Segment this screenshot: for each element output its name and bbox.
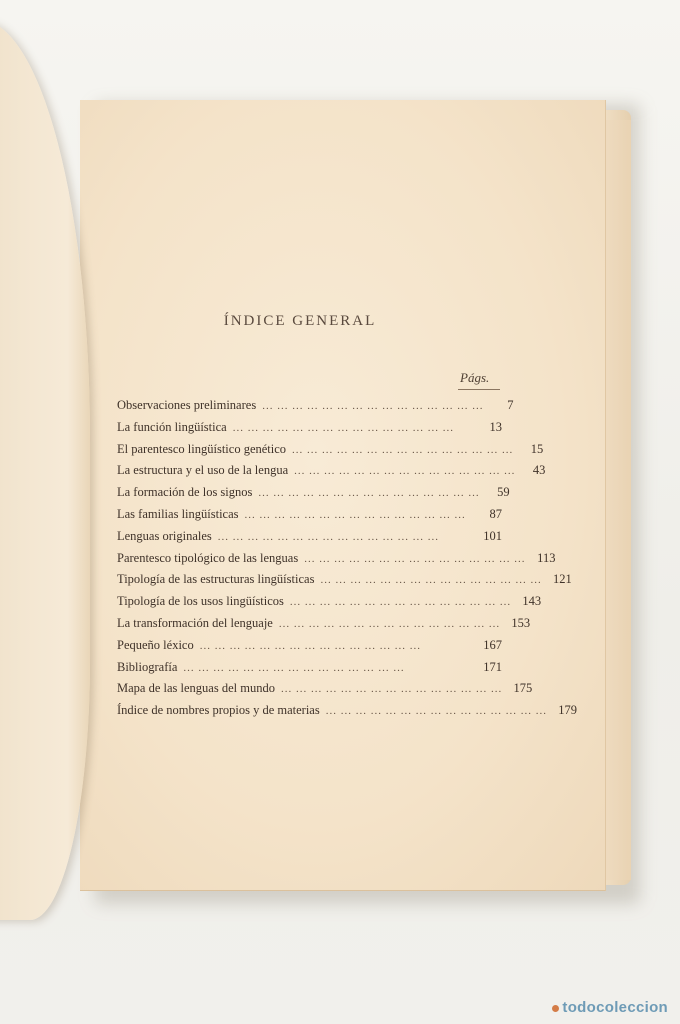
toc-entry xyxy=(117,594,542,616)
table-of-contents xyxy=(117,398,577,725)
page-title: ÍNDICE GENERAL xyxy=(223,313,377,329)
toc-entry-page: 143 xyxy=(522,594,542,609)
toc-entry-page: 15 xyxy=(530,441,544,456)
toc-entry xyxy=(117,529,502,551)
toc-entry-page: 179 xyxy=(558,703,577,718)
toc-entry-leader: ... ... ... ... ... ... ... ... ... ... ... ... ... ... ... xyxy=(217,530,440,543)
toc-entry-label: Mapa de las lenguas del mundo xyxy=(117,681,275,696)
toc-entry-page: 7 xyxy=(507,398,514,412)
toc-entry-leader: ... ... ... ... ... ... ... ... ... ... ... ... ... ... ... xyxy=(199,639,421,652)
toc-entry-leader: ... ... ... ... ... ... ... ... ... ... ... ... ... ... ... xyxy=(262,400,484,412)
toc-entry-label: El parentesco lingüístico genético xyxy=(117,441,287,456)
toc-entry-page: 59 xyxy=(497,485,510,500)
toc-entry-label: Lenguas originales xyxy=(117,528,212,543)
toc-entry-page: 101 xyxy=(483,528,502,543)
toc-entry-label: La formación de los signos xyxy=(117,485,253,500)
toc-entry xyxy=(117,398,514,420)
toc-entry-page: 167 xyxy=(483,637,502,652)
toc-entry xyxy=(117,572,572,594)
pages-header-rule xyxy=(458,389,500,390)
toc-entry-label: Bibliografía xyxy=(117,659,178,674)
toc-entry xyxy=(117,420,502,442)
toc-entry xyxy=(117,485,510,507)
toc-entry-leader: ... ... ... ... ... ... ... ... ... ... ... ... ... ... ... xyxy=(278,617,501,630)
toc-entry-page: 175 xyxy=(513,681,533,696)
toc-entry-leader: ... ... ... ... ... ... ... ... ... ... ... ... ... ... ... xyxy=(244,508,466,521)
toc-entry xyxy=(117,660,502,682)
toc-entry-leader: ... ... ... ... ... ... ... ... ... ... ... ... ... ... ... xyxy=(294,465,516,478)
toc-entry-label: Observaciones preliminares xyxy=(117,398,257,412)
toc-entry-page: 13 xyxy=(489,419,502,434)
toc-entry-leader: ... ... ... ... ... ... ... ... ... ... ... ... ... ... ... xyxy=(280,683,503,696)
toc-entry-leader: ... ... ... ... ... ... ... ... ... ... ... ... ... ... ... xyxy=(304,552,526,565)
toc-entry-label: La estructura y el uso de la lengua xyxy=(117,463,289,478)
toc-entry-page: 153 xyxy=(511,615,531,630)
toc-entry xyxy=(117,681,533,703)
toc-entry-leader: ... ... ... ... ... ... ... ... ... ... ... ... ... ... ... xyxy=(258,487,480,500)
toc-entry-label: Tipología de las estructuras lingüísticas xyxy=(117,572,315,587)
toc-entry-leader: ... ... ... ... ... ... ... ... ... ... ... ... ... ... ... xyxy=(183,661,405,674)
toc-entry-label: Índice de nombres propios y de materias xyxy=(117,703,320,718)
toc-entry-leader: ... ... ... ... ... ... ... ... ... ... ... ... ... ... ... xyxy=(292,443,514,456)
watermark-dot-icon xyxy=(552,1005,559,1012)
toc-entry-page: 43 xyxy=(532,463,546,478)
toc-entry-label: La función lingüística xyxy=(117,419,227,434)
toc-entry-page: 113 xyxy=(537,550,556,565)
toc-entry-label: Tipología de los usos lingüísticos xyxy=(117,594,284,609)
toc-entry-leader: ... ... ... ... ... ... ... ... ... ... ... ... ... ... ... xyxy=(232,421,454,434)
toc-entry xyxy=(117,550,556,573)
toc-entry-page: 121 xyxy=(552,572,572,587)
watermark-text: todocoleccion xyxy=(562,999,668,1016)
toc-entry-leader: ... ... ... ... ... ... ... ... ... ... ... ... ... ... ... xyxy=(325,705,547,718)
toc-entry xyxy=(117,463,546,485)
toc-entry xyxy=(117,638,502,660)
toc-entry-leader: ... ... ... ... ... ... ... ... ... ... ... ... ... ... ... xyxy=(320,574,542,587)
toc-entry-label: Parentesco tipológico de las lenguas xyxy=(117,550,299,565)
toc-entry-label: La transformación del lenguaje xyxy=(117,615,273,630)
toc-entry xyxy=(117,703,577,725)
toc-entry xyxy=(117,615,531,638)
toc-entry xyxy=(117,507,502,529)
watermark xyxy=(552,999,668,1016)
toc-entry-label: Las familias lingüísticas xyxy=(117,506,239,521)
toc-entry-page: 171 xyxy=(483,659,502,674)
toc-entry xyxy=(117,441,544,464)
pages-column-header: Págs. xyxy=(460,370,490,385)
toc-entry-leader: ... ... ... ... ... ... ... ... ... ... ... ... ... ... ... xyxy=(289,596,512,609)
toc-entry-label: Pequeño léxico xyxy=(117,637,194,652)
toc-entry-page: 87 xyxy=(489,506,502,521)
